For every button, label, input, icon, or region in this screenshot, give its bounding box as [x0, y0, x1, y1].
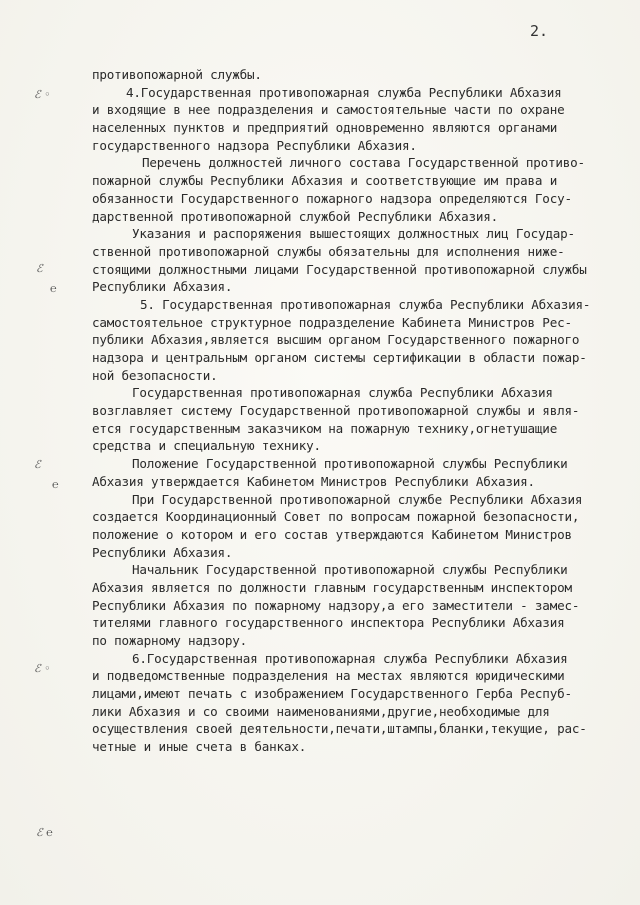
text-line: лики Абхазия и со своими наименованиями,другие,необходимые для — [92, 703, 550, 719]
text-line: населенных пунктов и предприятий одновременно являются органами — [92, 120, 558, 136]
text-line: Республики Абхазия по пожарному надзору,а его заместители - замес- — [92, 597, 580, 613]
binder-hole-mark: ℮ — [50, 282, 57, 295]
text-line: надзора и центральным органом системы сертификации в области пожар- — [92, 350, 587, 365]
text-line: Начальник Государственной противопожарной службы Республики — [132, 562, 568, 578]
text-line: Положение Государственной противопожарной службы Республики — [132, 456, 568, 472]
text-line: ется государственным заказчиком на пожарную технику,огнетушащие — [92, 420, 558, 436]
text-line: осуществления своей деятельности,печати,штампы,бланки,текущие, рас- — [92, 721, 587, 737]
text-line: Государственная противопожарная служба Республики Абхазия — [132, 385, 553, 401]
text-line: 6.Государственная противопожарная служба Республики Абхазия — [132, 650, 568, 666]
text-line: лицами,имеют печать с изображением Государственного Герба Респуб- — [92, 686, 572, 702]
text-line: Республики Абхазия. — [92, 279, 233, 295]
text-line: Республики Абхазия. — [92, 544, 233, 560]
text-line: четные и иные счета в банках. — [92, 739, 307, 755]
text-line: Абхазия утверждается Кабинетом Министров Республики Абхазия. — [92, 473, 535, 489]
text-line: создается Координационный Совет по вопросам пожарной безопасности, — [92, 509, 580, 525]
text-line: и подведомственные подразделения на местах являются юридическими — [92, 668, 565, 684]
page-number: 2. — [530, 22, 549, 40]
text-line: Абхазия является по должности главным государственным инспектором — [92, 579, 572, 595]
binder-hole-mark: ℰ — [34, 458, 41, 471]
text-line: и входящие в нее подразделения и самостоятельные части по охране — [92, 102, 565, 118]
text-line: дарственной противопожарной службой Республики Абхазия. — [92, 208, 499, 224]
text-line: стоящими должностными лицами Государственной противопожарной службы — [92, 261, 587, 277]
text-line: возглавляет систему Государственной противопожарной службы и явля- — [92, 403, 580, 419]
text-line: противопожарной службы. — [92, 67, 262, 82]
binder-hole-mark: ℰ ℮ — [36, 826, 53, 839]
text-line: государственного надзора Республики Абхазия. — [92, 137, 417, 153]
text-line: тителями главного государственного инспектора Республики Абхазия — [92, 615, 565, 631]
text-line: самостоятельное структурное подразделение Кабинета Министров Рес- — [92, 314, 572, 330]
text-line: положение о котором и его состав утверждаются Кабинетом Министров — [92, 526, 572, 542]
document-body — [92, 66, 620, 756]
binder-hole-mark: ℰ ◦ — [34, 662, 51, 675]
text-line: Перечень должностей личного состава Государственной противо- — [142, 155, 585, 171]
binder-hole-mark: ℮ — [52, 478, 59, 491]
text-line: обязанности Государственного пожарного надзора определяются Госу- — [92, 190, 572, 206]
text-line: ной безопасности. — [92, 367, 218, 383]
text-line: 5. Государственная противопожарная служба Республики Абхазия- — [140, 296, 591, 312]
text-line: по пожарному надзору. — [92, 633, 248, 648]
binder-hole-mark: ℰ ◦ — [34, 88, 51, 101]
binder-hole-mark: ℰ — [36, 262, 43, 275]
text-line: При Государственной противопожарной службе Республики Абхазия — [132, 491, 583, 507]
text-line: публики Абхазия,является высшим органом Государственного пожарного — [92, 332, 580, 348]
text-line: пожарной службы Республики Абхазия и соответствующие им права и — [92, 173, 558, 189]
text-line: ственной противопожарной службы обязательны для исполнения ниже- — [92, 243, 565, 259]
text-line: средства и специальную технику. — [92, 438, 321, 454]
text-line: Указания и распоряжения вышестоящих должностных лиц Государ- — [132, 226, 575, 242]
text-line: 4.Государственная противопожарная служба Республики Абхазия — [126, 84, 562, 100]
